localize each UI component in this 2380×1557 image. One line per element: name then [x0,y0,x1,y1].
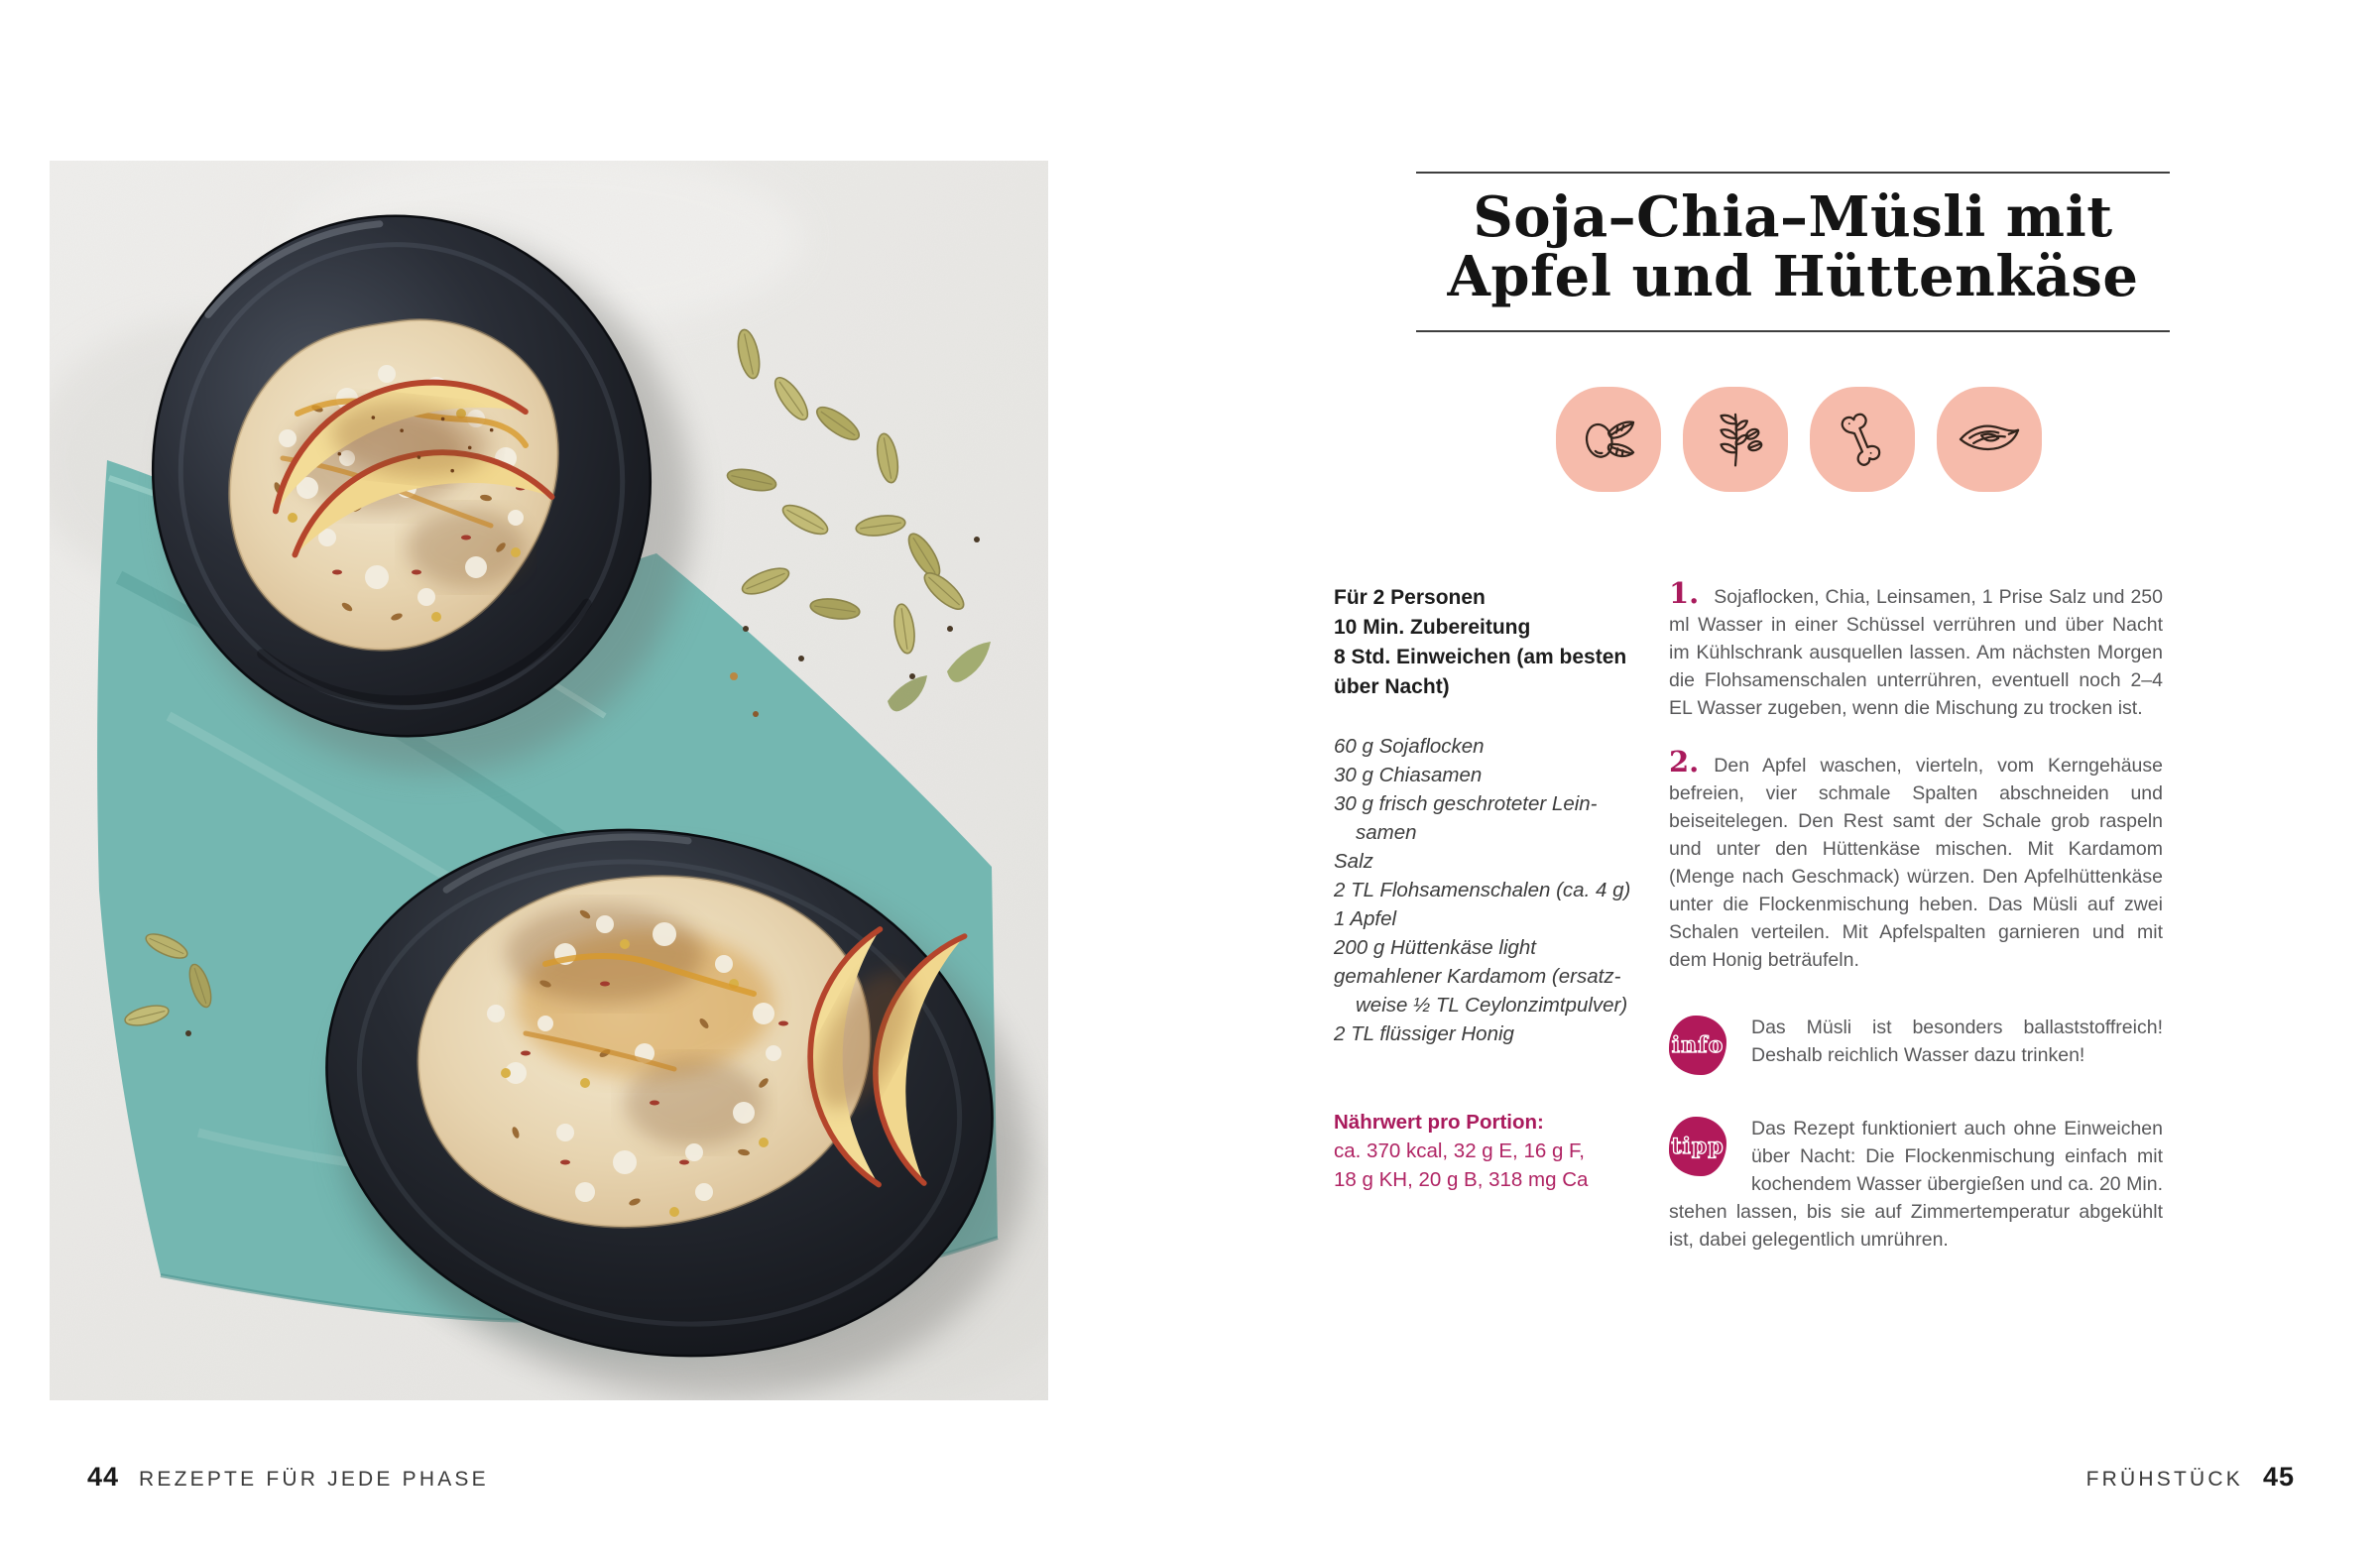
page-number-right: 45 [2262,1462,2295,1492]
info-note [1669,1014,2163,1069]
page-number-left: 44 [87,1462,120,1492]
step-2-number: 2. [1669,745,1700,778]
nutrition-line: 18 g KH, 20 g B, 318 mg Ca [1334,1168,1589,1191]
right-page-footer [2086,1462,2295,1493]
tip-note [1669,1115,2163,1254]
nutrition-line: ca. 370 kcal, 32 g E, 16 g F, [1334,1139,1585,1162]
meta-line: Für 2 Personen [1334,586,1486,609]
ingredient-line: samen [1356,821,1417,844]
ingredient-line: Salz [1334,850,1373,873]
ingredient-line: 30 g Chiasamen [1334,764,1483,786]
fruit-icon [1556,387,1661,492]
tip-note-text: Das Rezept funktioniert auch ohne Einweichen über Nacht: Die Flockenmischung einfach mit kochendem Wasser übergießen und ca. 20 Min. stehen lassen, bis sie auf Zimmertemperatur abgekühlt ist, dabei gelegentlich umrühren. [1669,1118,2163,1251]
grain-icon [1683,387,1788,492]
info-badge: info [1669,1016,1726,1075]
ingredient-line: 30 g frisch geschroteter Lein- [1334,792,1598,815]
ingredient-line: gemahlener Kardamom (ersatz- [1334,965,1621,988]
ingredient-line: 1 Apfel [1334,907,1397,930]
tip-badge: tipp [1669,1117,1726,1176]
instructions [1669,576,2163,1254]
recipe-meta [1334,583,1661,702]
nutrition-info [1334,1108,1661,1194]
meta-line: 8 Std. Einweichen (am besten [1334,646,1627,668]
info-note-text: Das Müsli ist besonders ballaststoffreich! Deshalb reichlich Wasser dazu trinken! [1751,1017,2163,1066]
recipe-title-line-1: Soja–Chia–Müsli mit [1473,184,2113,250]
recipe-photo [50,161,1048,1400]
recipe-sidebar [1334,583,1661,1194]
bone-icon [1810,387,1915,492]
nutrition-heading: Nährwert pro Portion: [1334,1111,1544,1134]
step-2-text: Den Apfel waschen, vierteln, vom Kerngehäuse befreien, vier schmale Spalten abschneiden und beiseitelegen. Den Rest samt der Schale grob raspeln und unter den Hüttenkäse mischen. Mit Kardamom (Menge nach Geschmack) würzen. Den Apfelhüttenkäse unter die Flockenmischung heben. Das Müsli auf zwei Schalen verteilen. Mit Apfelspalten garnieren und mit dem Honig beträufeln. [1669,755,2163,971]
section-label-right: FRÜHSTÜCK [2085,1468,2243,1491]
step-1 [1669,576,2163,722]
benefit-icons-row [1556,387,2042,492]
step-1-text: Sojaflocken, Chia, Leinsamen, 1 Prise Salz und 250 ml Wasser in einer Schüssel verrühren und über Nacht im Kühlschrank ausquellen lassen. Am nächsten Morgen die Flohsamenschalen unterrühren, eventuell noch 2–4 EL Wasser zugeben, wenn die Mischung zu trocken ist. [1669,586,2163,719]
step-1-number: 1. [1669,576,1700,610]
meta-line: 10 Min. Zubereitung [1334,616,1531,639]
meta-line: über Nacht) [1334,675,1450,698]
muscle-icon [1937,387,2042,492]
ingredient-line: 60 g Sojaflocken [1334,735,1485,758]
ingredient-line: 2 TL flüssiger Honig [1334,1022,1514,1045]
ingredient-list [1334,732,1661,1048]
left-page-footer [87,1462,489,1493]
step-2 [1669,745,2163,974]
recipe-title-line-2: Apfel und Hüttenkäse [1447,244,2139,309]
section-label-left: REZEPTE FÜR JEDE PHASE [139,1468,489,1491]
ingredient-line: 200 g Hüttenkäse light [1334,936,1536,959]
ingredient-line: 2 TL Flohsamenschalen (ca. 4 g) [1334,879,1631,901]
recipe-title-block [1416,172,2170,332]
ingredient-line: weise ½ TL Ceylonzimtpulver) [1356,994,1628,1017]
